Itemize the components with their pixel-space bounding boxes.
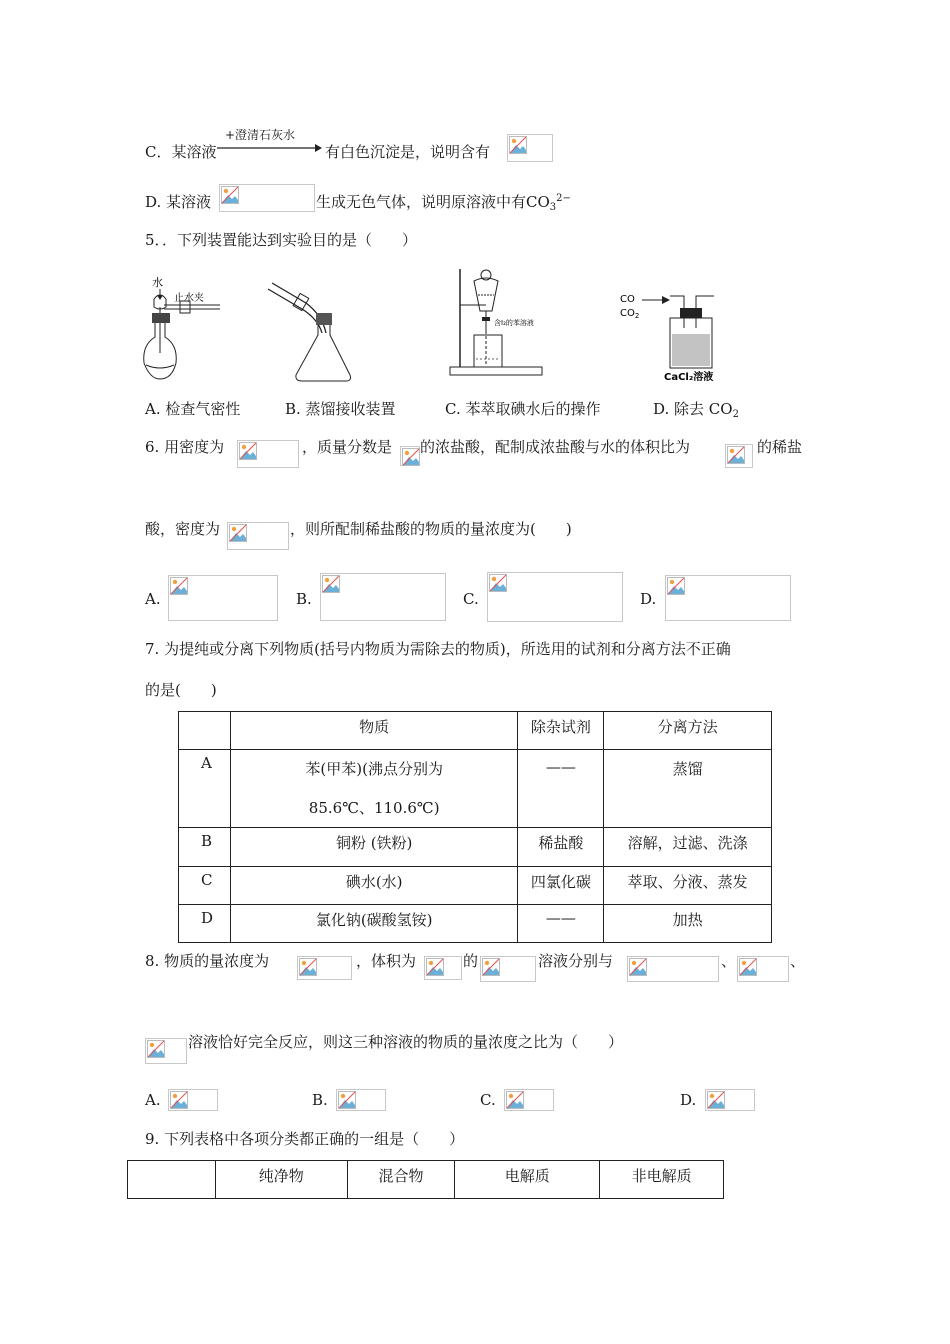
- table-cell-method: 溶解，过滤、洗涤: [604, 828, 772, 867]
- option-letter: C．: [145, 143, 172, 161]
- q6-option-d: D.: [640, 590, 657, 608]
- formula-image-placeholder: [145, 1038, 187, 1064]
- substance-line-2: 85.6℃、110.6℃): [308, 799, 440, 817]
- broken-image-icon: [299, 958, 317, 976]
- question-8-text: 、: [790, 952, 806, 970]
- formula-image-placeholder: [320, 573, 446, 621]
- table-cell-label: B: [179, 828, 231, 867]
- table-cell-substance: 铜粉 (铁粉): [230, 828, 517, 867]
- q5-option-a: A. 检查气密性: [145, 400, 241, 418]
- formula-image-placeholder: [480, 956, 536, 982]
- q6-option-c: C.: [463, 590, 479, 608]
- label-cacl2: CaCl₂溶液: [664, 372, 714, 383]
- q8-option-c: C.: [480, 1091, 496, 1109]
- question-7-text: 的是( ): [145, 681, 217, 699]
- table-header-cell: 混合物: [347, 1161, 455, 1199]
- formula-image-placeholder: [168, 1089, 218, 1111]
- q8-option-b: B.: [312, 1091, 328, 1109]
- table-cell-label: D: [179, 905, 231, 943]
- broken-image-icon: [489, 574, 507, 592]
- table-header-cell: 纯净物: [215, 1161, 347, 1199]
- table-cell-reagent: 四氯化碳: [518, 867, 604, 905]
- label-co: CO: [620, 294, 635, 305]
- formula-image-placeholder: [725, 444, 753, 468]
- table-cell-substance: [230, 750, 517, 828]
- formula-image-placeholder: [237, 440, 299, 468]
- label-co2: $CO_2$: [620, 308, 640, 320]
- option-text-body: 生成无色气体，说明原溶液中有: [316, 193, 527, 211]
- formula-image-placeholder: [705, 1089, 755, 1111]
- q8-option-a: A.: [145, 1091, 161, 1109]
- broken-image-icon: [170, 1091, 188, 1109]
- broken-image-icon: [147, 1040, 165, 1058]
- table-header-cell: [179, 712, 231, 750]
- broken-image-icon: [667, 577, 685, 595]
- broken-image-icon: [727, 446, 745, 464]
- formula: CO: [526, 193, 550, 211]
- question-6-text: ，质量分数是: [302, 438, 393, 456]
- table-header-row: [179, 712, 772, 750]
- table-cell-substance: 碘水(水): [230, 867, 517, 905]
- question-6-text: 6. 用密度为: [145, 438, 225, 456]
- formula-subscript: 3: [549, 202, 557, 213]
- substance-line-1: 苯(甲苯)(沸点分别为: [305, 760, 443, 778]
- broken-image-icon: [170, 577, 188, 595]
- table-q7: [178, 711, 772, 943]
- table-cell-label: A: [179, 750, 231, 828]
- table-row: [179, 905, 772, 943]
- question-9: 9. 下列表格中各项分类都正确的一组是（ ）: [145, 1130, 465, 1148]
- formula-image-placeholder: [737, 956, 789, 982]
- label-clamp: 止水夹: [174, 293, 204, 304]
- formula-image-placeholder: [168, 575, 278, 621]
- option-c-line: [145, 141, 217, 162]
- option-text: 某溶液: [166, 193, 212, 211]
- option-d-line: [145, 191, 211, 212]
- formula-image-placeholder: [297, 956, 352, 980]
- formula-image-placeholder: [336, 1089, 386, 1111]
- question-6-text: 的浓盐酸，配制成浓盐酸与水的体积比为: [420, 438, 691, 456]
- broken-image-icon: [629, 958, 647, 976]
- reaction-arrow: [215, 126, 323, 156]
- formula-image-placeholder: [487, 572, 623, 622]
- broken-image-icon: [509, 136, 527, 154]
- table-header-cell: 分离方法: [604, 712, 772, 750]
- question-5: 5．．下列装置能达到实验目的是（ ）: [145, 231, 418, 249]
- table-q9: [127, 1160, 724, 1199]
- table-header-cell: 非电解质: [600, 1161, 724, 1199]
- q5-option-d-text: D. 除去 CO: [653, 400, 733, 418]
- q8-option-d: D.: [680, 1091, 697, 1109]
- apparatus-b-image: [262, 275, 352, 385]
- formula-image-placeholder: [627, 956, 719, 982]
- broken-image-icon: [707, 1091, 725, 1109]
- formula-image-placeholder: [665, 575, 791, 621]
- label-water: 水: [152, 276, 163, 289]
- q5-option-d: [653, 398, 739, 420]
- table-header-cell: 除杂试剂: [518, 712, 604, 750]
- table-cell-method: 加热: [604, 905, 772, 943]
- broken-image-icon: [506, 1091, 524, 1109]
- broken-image-icon: [322, 575, 340, 593]
- q6-option-b: B.: [296, 590, 312, 608]
- table-cell-reagent: 稀盐酸: [518, 828, 604, 867]
- apparatus-c-image: [440, 265, 560, 380]
- formula-image-placeholder: [424, 956, 462, 980]
- label-separatory: 含I₂的苯溶液: [494, 319, 534, 327]
- broken-image-icon: [221, 186, 239, 204]
- option-text: 有白色沉淀是，说明含有: [325, 143, 491, 161]
- formula-superscript: 2−: [556, 193, 571, 204]
- question-8-text: 溶液恰好完全反应，则这三种溶液的物质的量浓度之比为（ ）: [188, 1033, 624, 1051]
- q5-option-b: B. 蒸馏接收装置: [285, 400, 396, 418]
- broken-image-icon: [426, 958, 444, 976]
- broken-image-icon: [229, 524, 247, 542]
- table-cell-method: 萃取、分液、蒸发: [604, 867, 772, 905]
- option-text: [316, 191, 571, 213]
- question-7-text: 7. 为提纯或分离下列物质(括号内物质为需除去的物质)，所选用的试剂和分离方法不正确: [145, 640, 731, 658]
- formula-image-placeholder: [400, 446, 420, 466]
- table-cell-label: C: [179, 867, 231, 905]
- question-6-text: 酸，密度为: [145, 520, 221, 538]
- arrow-icon: [215, 126, 323, 156]
- question-6-text: 的稀盐: [757, 438, 803, 456]
- formula-image-placeholder: [227, 522, 289, 550]
- question-6-text: ，则所配制稀盐酸的物质的量浓度为( ): [290, 520, 572, 538]
- question-8-text: ，体积为: [356, 952, 417, 970]
- arrow-label: +澄清石灰水: [225, 128, 296, 142]
- apparatus-d-image: [618, 288, 728, 388]
- option-letter: D.: [145, 193, 162, 211]
- broken-image-icon: [482, 958, 500, 976]
- table-header-cell: [128, 1161, 216, 1199]
- broken-image-icon: [239, 442, 257, 460]
- apparatus-a-image: [140, 275, 230, 385]
- table-row: [179, 867, 772, 905]
- table-header-cell: 物质: [230, 712, 517, 750]
- question-8-text: 8. 物质的量浓度为: [145, 952, 270, 970]
- table-header-cell: 电解质: [455, 1161, 600, 1199]
- table-cell-method: 蒸馏: [604, 750, 772, 828]
- q6-option-a: A.: [145, 590, 161, 608]
- formula-image-placeholder: [507, 134, 553, 162]
- table-header-row: [128, 1161, 724, 1199]
- table-cell-reagent: ——: [518, 905, 604, 943]
- table-row: [179, 750, 772, 828]
- formula-image-placeholder: [504, 1089, 554, 1111]
- table-row: [179, 828, 772, 867]
- option-text: 某溶液: [171, 143, 217, 161]
- question-8-text: 、: [721, 952, 737, 970]
- table-cell-substance: 氯化钠(碳酸氢铵): [230, 905, 517, 943]
- table-cell-reagent: ——: [518, 750, 604, 828]
- q5-option-c: C. 苯萃取碘水后的操作: [445, 400, 601, 418]
- question-8-text: 的: [463, 952, 479, 970]
- formula-image-placeholder: [219, 184, 315, 212]
- formula-subscript: 2: [732, 409, 739, 420]
- broken-image-icon: [402, 448, 420, 466]
- question-8-text: 溶液分别与: [538, 952, 614, 970]
- broken-image-icon: [338, 1091, 356, 1109]
- broken-image-icon: [739, 958, 757, 976]
